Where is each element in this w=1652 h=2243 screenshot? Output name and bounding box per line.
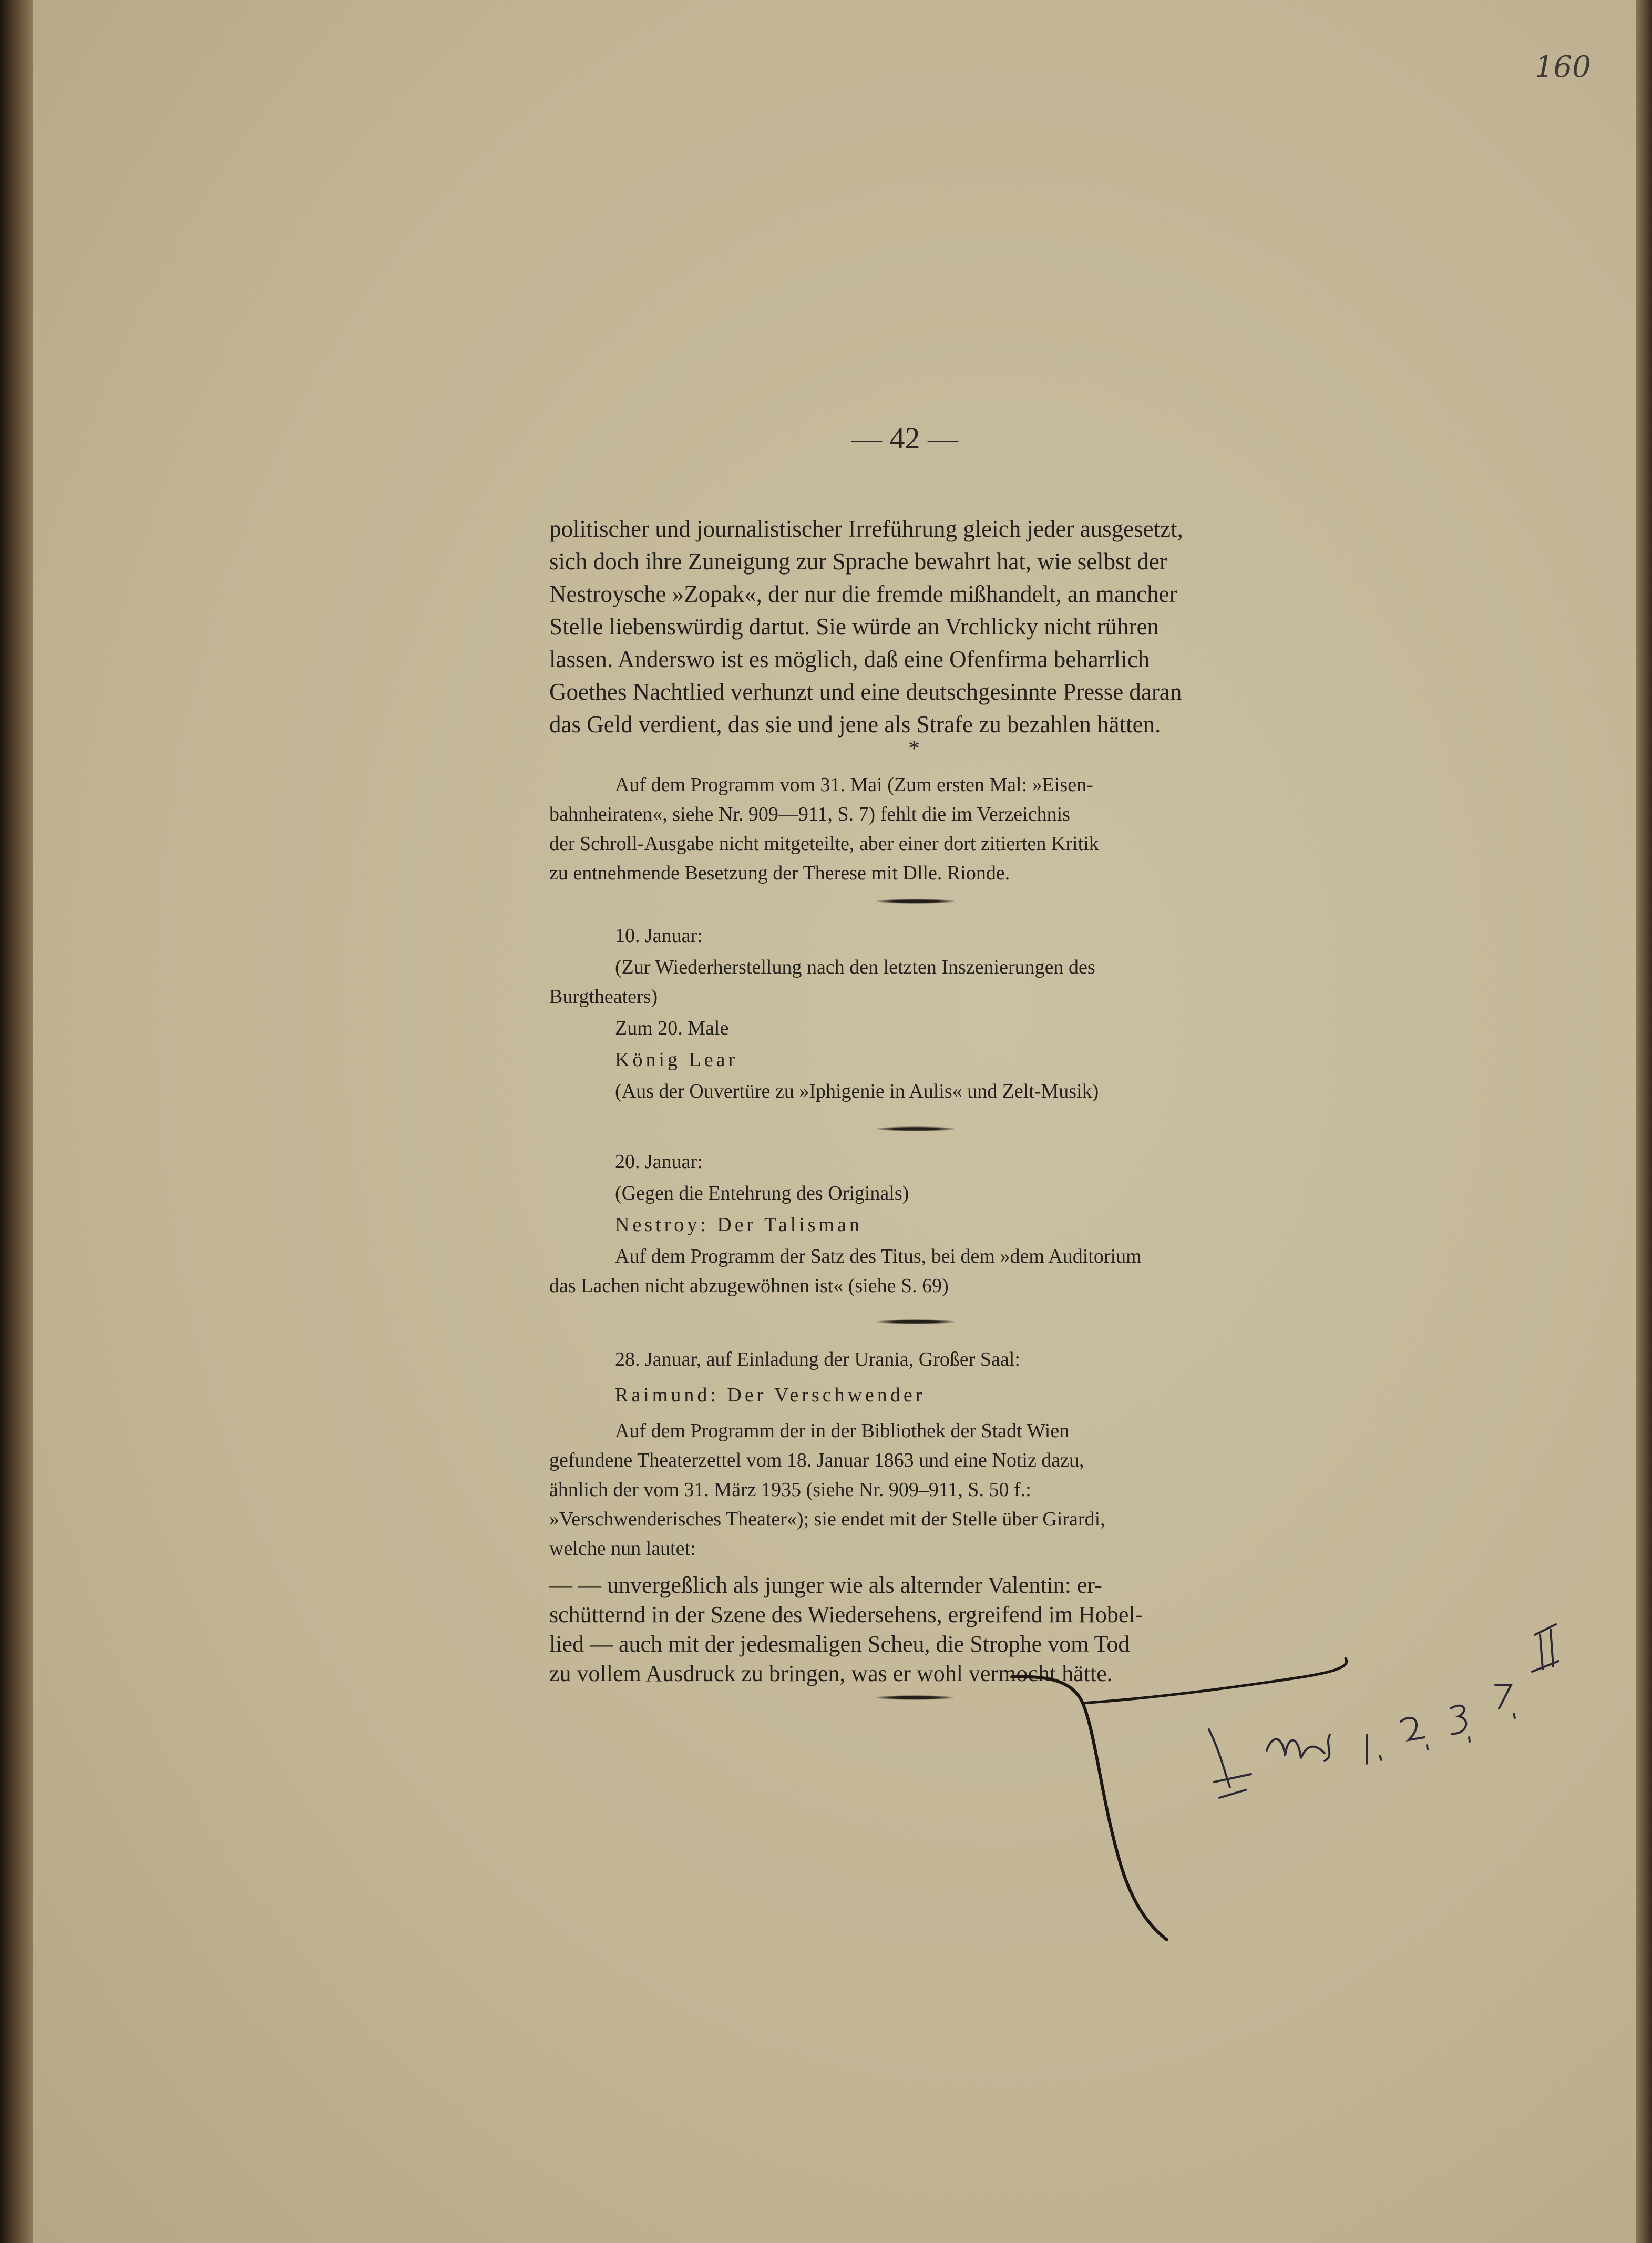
text-line: Stelle liebenswürdig dartut. Sie würde an Vrchlicky nicht rühren: [549, 613, 1159, 640]
entry-koenig-lear: [549, 921, 1280, 1106]
body-paragraph: [549, 513, 1280, 741]
text-line: zu entnehmende Besetzung der Therese mit Dlle. Rionde.: [549, 862, 1010, 884]
program-note: [549, 770, 1280, 888]
entry-remark: Auf dem Programm der in der Bibliothek der Stadt Wien: [615, 1420, 1070, 1442]
text-line: politischer und journalistischer Irreführung gleich jeder ausgesetzt,: [549, 516, 1183, 542]
entry-note: (Zur Wiederherstellung nach den letzten Inszenierungen des: [615, 956, 1095, 978]
entry-talisman: [549, 1147, 1280, 1300]
quote-line: lied — auch mit der jedesmaligen Scheu, die Strophe vom Tod: [549, 1631, 1130, 1657]
text-line: der Schroll-Ausgabe nicht mitgeteilte, aber einer dort zitierten Kritik: [549, 833, 1099, 855]
entry-date: 10. Januar:: [615, 925, 703, 947]
quote-line: zu vollem Ausdruck zu bringen, was er wohl vermocht hätte.: [549, 1661, 1113, 1686]
text-line: bahnheiraten«, siehe Nr. 909—911, S. 7) fehlt die im Verzeichnis: [549, 803, 1070, 825]
text-line: das Geld verdient, das sie und jene als Strafe zu bezahlen hätten.: [549, 711, 1161, 738]
entry-remark: gefundene Theaterzettel vom 18. Januar 1863 und eine Notiz dazu,: [549, 1449, 1084, 1471]
quote-block: [549, 1571, 1280, 1688]
entry-title: Raimund: Der Verschwender: [615, 1384, 926, 1406]
entry-remark: das Lachen nicht abzugewöhnen ist« (siehe S. 69): [549, 1275, 949, 1297]
folio-number: 160: [1535, 50, 1591, 84]
entry-music: (Aus der Ouvertüre zu »Iphigenie in Aulis« und Zelt-Musik): [615, 1080, 1099, 1102]
quote-line: schütternd in der Szene des Wiedersehens, ergreifend im Hobel-: [549, 1602, 1143, 1627]
text-line: sich doch ihre Zuneigung zur Sprache bewahrt hat, wie selbst der: [549, 548, 1167, 575]
entry-count: Zum 20. Male: [615, 1017, 729, 1039]
quote-line: — — unvergeßlich als junger wie als alternder Valentin: er-: [549, 1572, 1102, 1598]
divider-rule: [875, 1695, 954, 1700]
page-sheet: [33, 0, 1636, 2243]
entry-note: (Gegen die Entehrung des Originals): [615, 1182, 909, 1204]
entry-title: Nestroy: Der Talisman: [615, 1214, 863, 1236]
section-asterisk: *: [908, 735, 920, 761]
entry-remark: ähnlich der vom 31. März 1935 (siehe Nr. 909–911, S. 50 f.:: [549, 1479, 1031, 1501]
entry-remark: Auf dem Programm der Satz des Titus, bei dem »dem Auditorium: [615, 1245, 1142, 1267]
entry-date: 20. Januar:: [615, 1151, 703, 1173]
book-gutter: [0, 0, 33, 2243]
text-line: Goethes Nachtlied verhunzt und eine deutschgesinnte Presse daran: [549, 679, 1182, 705]
entry-date: 28. Januar, auf Einladung der Urania, Großer Saal:: [615, 1348, 1020, 1370]
page-edge: [1636, 0, 1652, 2243]
entry-remark: »Verschwenderisches Theater«); sie endet mit der Stelle über Girardi,: [549, 1508, 1105, 1530]
entry-verschwender: [549, 1345, 1280, 1688]
page-number: — 42 —: [851, 421, 958, 455]
text-line: lassen. Anderswo ist es möglich, daß eine Ofenfirma beharrlich: [549, 646, 1150, 672]
divider-rule: [876, 899, 955, 904]
divider-rule: [876, 1319, 955, 1324]
entry-remark: welche nun lautet:: [549, 1538, 696, 1560]
text-line: Auf dem Programm vom 31. Mai (Zum ersten Mal: »Eisen-: [615, 774, 1093, 796]
text-line: Nestroysche »Zopak«, der nur die fremde mißhandelt, an mancher: [549, 581, 1177, 607]
divider-rule: [876, 1126, 955, 1131]
entry-title: König Lear: [615, 1049, 738, 1071]
entry-note: Burgtheaters): [549, 986, 658, 1008]
